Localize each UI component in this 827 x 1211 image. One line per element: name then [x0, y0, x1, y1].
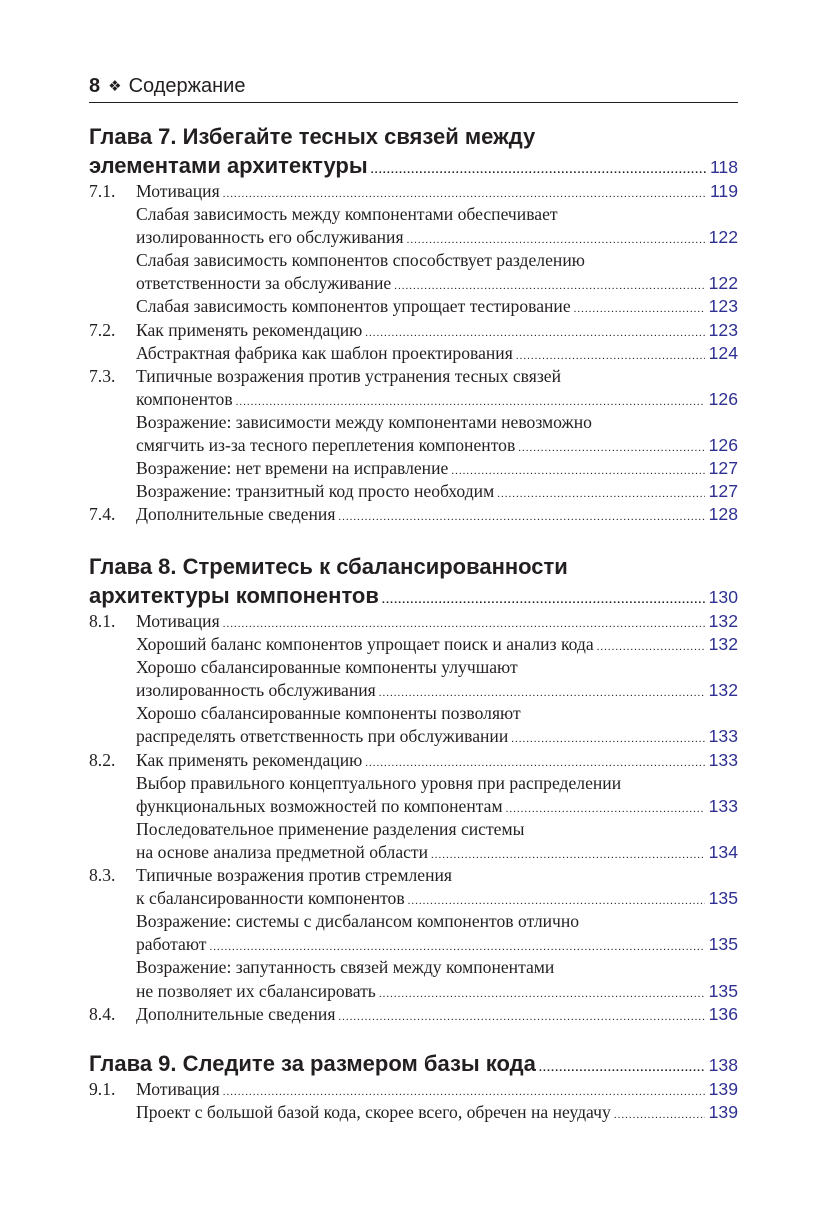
chapter-title-text: Глава 9. Следите за размером базы кода: [89, 1051, 536, 1076]
entry-text: Мотивация: [136, 1079, 220, 1099]
entry-text: Возражение: нет времени на исправление: [136, 458, 449, 479]
toc-entry[interactable]: [89, 610, 738, 633]
toc-entry[interactable]: [89, 457, 738, 480]
chapter-title-text: элементами архитектуры: [89, 153, 368, 178]
entry-text: Слабая зависимость компонентов упрощает тестирование: [136, 296, 571, 317]
toc-entry[interactable]: [89, 887, 738, 910]
toc-entry-line: [89, 249, 738, 272]
toc-entry-line: [89, 818, 738, 841]
entry-page-number[interactable]: 122: [708, 227, 738, 248]
entry-page-number[interactable]: 126: [708, 388, 738, 409]
entry-text: распределять ответственность при обслуживании: [136, 726, 509, 747]
entry-text: Абстрактная фабрика как шаблон проектирования: [136, 342, 513, 363]
entry-text: Выбор правильного концептуального уровня при распределении: [136, 772, 622, 793]
entry-page-number[interactable]: 135: [708, 980, 738, 1001]
entry-page-number[interactable]: 133: [708, 795, 738, 816]
dot-leader: [338, 1006, 704, 1029]
section-number: 7.3.: [89, 365, 116, 386]
entry-text: Возражение: запутанность связей между компонентами: [136, 957, 555, 978]
entry-text: Типичные возражения против стремления: [136, 865, 452, 886]
entry-text: Проект с большой базой кода, скорее всего, обречен на неудачу: [136, 1102, 611, 1123]
toc-entry-line: [89, 702, 738, 725]
entry-page-number[interactable]: 133: [708, 749, 738, 770]
chapter-page-number[interactable]: 138: [708, 1055, 738, 1075]
section-number: 7.2.: [89, 319, 116, 340]
toc-entry-line: [89, 411, 738, 434]
entry-page-number[interactable]: 124: [708, 342, 738, 363]
entry-page-number[interactable]: 135: [708, 934, 738, 955]
section-number: 9.1.: [89, 1079, 116, 1099]
toc-entry[interactable]: [89, 633, 738, 656]
chapter-9: [89, 1049, 738, 1124]
toc-entry[interactable]: [89, 342, 738, 365]
toc-entry[interactable]: [89, 749, 738, 772]
section-number: 8.1.: [89, 611, 116, 631]
entry-text: Хорошо сбалансированные компоненты позволяют: [136, 703, 521, 724]
toc-entry[interactable]: [89, 388, 738, 411]
entry-page-number[interactable]: 123: [708, 296, 738, 317]
toc-entry[interactable]: [89, 180, 738, 203]
chapter-title-row[interactable]: [89, 581, 738, 610]
entry-page-number[interactable]: 135: [708, 888, 738, 909]
entry-text: к сбалансированности компонентов: [136, 888, 405, 909]
toc-entry[interactable]: [89, 679, 738, 702]
toc-entry[interactable]: [89, 295, 738, 318]
toc-entry[interactable]: [89, 226, 738, 249]
entry-text: изолированность его обслуживания: [136, 227, 404, 248]
chapter-page-number[interactable]: 130: [708, 587, 738, 607]
section-number: 7.1.: [89, 181, 116, 201]
entry-text: ответственности за обслуживание: [136, 273, 392, 294]
entry-text: Как применять рекомендацию: [136, 319, 363, 340]
entry-text: Возражение: зависимости между компонентами невозможно: [136, 411, 592, 432]
entry-text: Хороший баланс компонентов упрощает поиск и анализ кода: [136, 634, 594, 655]
section-number: 7.4.: [89, 504, 116, 525]
toc-entry-line: [89, 656, 738, 679]
entry-page-number[interactable]: 122: [708, 273, 738, 294]
entry-text: Как применять рекомендацию: [136, 749, 363, 770]
chapter-page-number[interactable]: 118: [709, 157, 738, 177]
diamond-separator-icon: ❖: [108, 78, 122, 95]
toc-entry[interactable]: [89, 725, 738, 748]
toc-entry[interactable]: [89, 1078, 738, 1101]
entry-page-number[interactable]: 119: [709, 181, 738, 201]
entry-text: компонентов: [136, 388, 233, 409]
section-number: 8.4.: [89, 1003, 116, 1024]
entry-page-number[interactable]: 133: [708, 726, 738, 747]
chapter-title-text: архитектуры компонентов: [89, 583, 379, 608]
entry-page-number[interactable]: 136: [708, 1003, 738, 1024]
entry-text: Слабая зависимость между компонентами обеспечивает: [136, 204, 558, 225]
entry-page-number[interactable]: 139: [708, 1102, 738, 1123]
dot-leader: [338, 506, 704, 529]
entry-page-number[interactable]: 132: [708, 634, 738, 655]
toc-entry-line: [89, 203, 738, 226]
entry-page-number[interactable]: 127: [708, 458, 738, 479]
entry-text: Возражение: системы с дисбалансом компонентов отлично: [136, 911, 580, 932]
section-number: 8.3.: [89, 865, 116, 886]
chapter-8: [89, 552, 738, 1026]
chapter-title-row[interactable]: [89, 151, 738, 180]
entry-page-number[interactable]: 128: [708, 504, 738, 525]
entry-text: Типичные возражения против устранения тесных связей: [136, 365, 562, 386]
toc-entry[interactable]: [89, 480, 738, 503]
entry-text: Последовательное применение разделения системы: [136, 818, 525, 839]
entry-text: Мотивация: [136, 181, 220, 201]
toc-entry[interactable]: [89, 795, 738, 818]
entry-text: Возражение: транзитный код просто необходим: [136, 481, 495, 502]
entry-text: Дополнительные сведения: [136, 1003, 336, 1024]
entry-text: изолированность обслуживания: [136, 680, 376, 701]
chapter-title-line: Глава 7. Избегайте тесных связей между: [89, 124, 536, 149]
toc-entry-line: [89, 864, 738, 887]
toc-entry[interactable]: [89, 1003, 738, 1026]
toc-entry[interactable]: [89, 841, 738, 864]
toc-entry[interactable]: [89, 503, 738, 526]
section-number: 8.2.: [89, 749, 116, 770]
entry-page-number[interactable]: 132: [708, 680, 738, 701]
entry-text: Дополнительные сведения: [136, 504, 336, 525]
entry-text: Хорошо сбалансированные компоненты улучшают: [136, 657, 518, 678]
toc-entry-line: [89, 910, 738, 933]
entry-page-number[interactable]: 132: [708, 611, 738, 631]
chapter-title-row[interactable]: [89, 1049, 738, 1078]
entry-page-number[interactable]: 134: [708, 841, 738, 862]
toc-entry[interactable]: [89, 980, 738, 1003]
toc-entry-line: [89, 956, 738, 979]
page-number: 8: [89, 75, 101, 97]
entry-text: не позволяет их сбалансировать: [136, 980, 376, 1001]
toc-entry-line: [89, 772, 738, 795]
entry-text: работают: [136, 934, 207, 955]
entry-page-number[interactable]: 139: [708, 1079, 738, 1099]
toc-entry[interactable]: [89, 1101, 738, 1124]
entry-text: Мотивация: [136, 611, 220, 631]
toc-entry[interactable]: [89, 933, 738, 956]
running-head-title: Содержание: [128, 75, 246, 97]
entry-page-number[interactable]: 123: [708, 319, 738, 340]
entry-text: Слабая зависимость компонентов способствует разделению: [136, 250, 585, 271]
running-head: [89, 74, 738, 103]
entry-text: функциональных возможностей по компонентам: [136, 795, 503, 816]
dot-leader: [614, 1104, 705, 1127]
chapter-7: [89, 122, 738, 526]
entry-text: на основе анализа предметной области: [136, 841, 429, 862]
entry-page-number[interactable]: 126: [708, 435, 738, 456]
toc-entry-line: [89, 365, 738, 388]
chapter-title-line: Глава 8. Стремитесь к сбалансированности: [89, 554, 568, 579]
entry-page-number[interactable]: 127: [708, 481, 738, 502]
toc-entry[interactable]: [89, 319, 738, 342]
toc-entry[interactable]: [89, 434, 738, 457]
toc-entry[interactable]: [89, 272, 738, 295]
entry-text: смягчить из-за тесного переплетения компонентов: [136, 435, 516, 456]
